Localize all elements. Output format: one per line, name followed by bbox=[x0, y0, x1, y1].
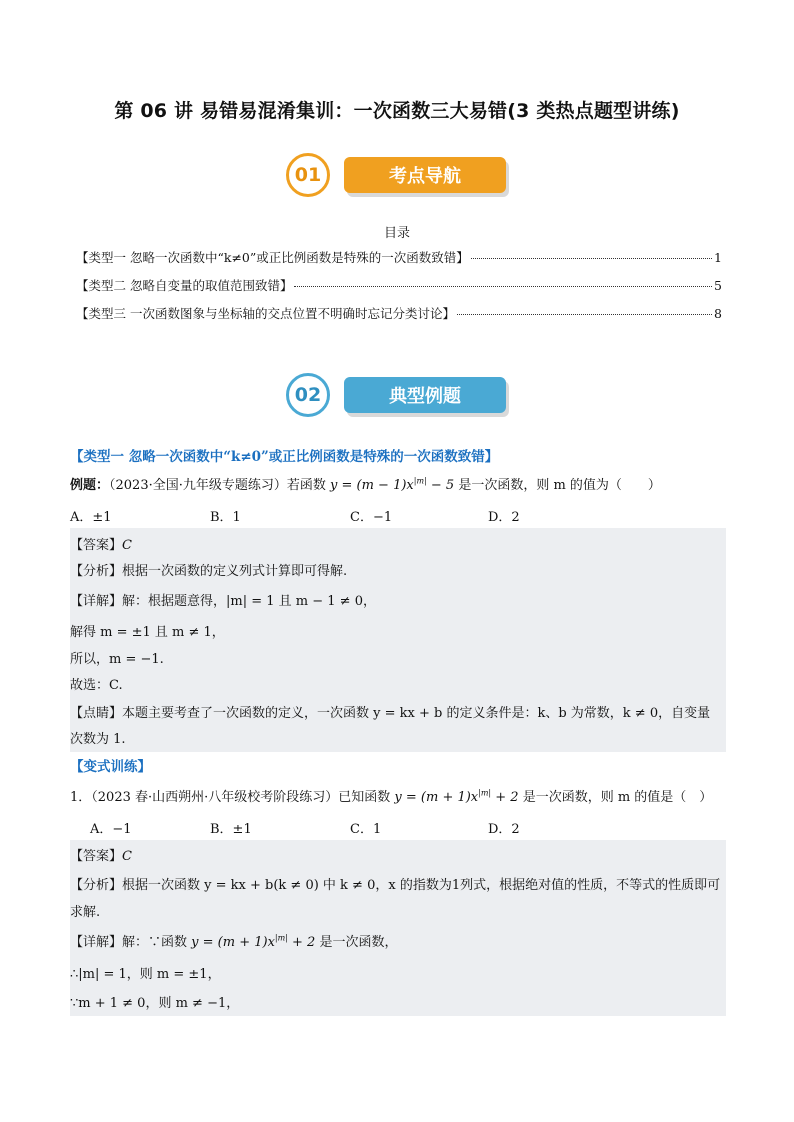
option-a: A．±1 bbox=[70, 510, 112, 525]
option-d: D．2 bbox=[488, 510, 520, 525]
practice-solution-block bbox=[70, 840, 726, 1016]
comment-line: 【点睛】本题主要考查了一次函数的定义，一次函数 y = kx + b 的定义条件是：k、b 为常数，k ≠ 0，自变量 bbox=[70, 706, 711, 721]
section-number-badge: 02 bbox=[286, 373, 330, 417]
practice-formula: $y = (m + 1)x^{|m|} + 2$ bbox=[394, 788, 519, 805]
detail-line: ∵m + 1 ≠ 0，则 m ≠ −1， bbox=[70, 996, 240, 1011]
example-question bbox=[70, 474, 726, 493]
option-a: A．−1 bbox=[90, 822, 132, 837]
toc-item-text: 【类型三 一次函数图象与坐标轴的交点位置不明确时忘记分类讨论】 bbox=[76, 306, 455, 321]
example-formula: $y = (m - 1)x^{|m|} - 5$ bbox=[330, 476, 455, 493]
toc-item-page: 8 bbox=[714, 306, 722, 321]
option-c: C．−1 bbox=[350, 510, 393, 525]
detail-line: 故选：C. bbox=[70, 678, 123, 693]
toc-leader-dots bbox=[457, 314, 712, 315]
option-c: C．1 bbox=[350, 822, 382, 837]
toc-leader-dots bbox=[471, 258, 712, 259]
toc-item[interactable] bbox=[76, 276, 722, 294]
toc-item-text: 【类型二 忽略自变量的取值范围致错】 bbox=[76, 278, 293, 293]
option-d: D．2 bbox=[488, 822, 520, 837]
document-title: 第 06 讲 易错易混淆集训：一次函数三大易错(3 类热点题型讲练) bbox=[114, 100, 680, 122]
option-b: B．1 bbox=[210, 510, 241, 525]
toc-leader-dots bbox=[294, 286, 712, 287]
detail-line: 【详解】解：∵函数 $y = (m + 1)x^{|m|} + 2$ 是一次函数， bbox=[70, 933, 398, 950]
analysis-line: 【分析】根据一次函数的定义列式计算即可得解. bbox=[70, 564, 348, 579]
toc-item-page: 1 bbox=[714, 250, 722, 265]
analysis-line: 【分析】根据一次函数 y = kx + b(k ≠ 0) 中 k ≠ 0，x 的指数为1列式，根据绝对值的性质，不等式的性质即可 bbox=[70, 878, 721, 893]
toc-item[interactable] bbox=[76, 248, 722, 266]
section-label: 典型例题 bbox=[344, 377, 506, 413]
toc-heading: 目录 bbox=[383, 226, 410, 241]
toc-item-text: 【类型一 忽略一次函数中“k≠0”或正比例函数是特殊的一次函数致错】 bbox=[76, 250, 469, 265]
section-label: 考点导航 bbox=[344, 157, 506, 193]
example-source: （2023·全国·九年级专题练习）若函数 bbox=[109, 478, 326, 493]
analysis-line: 求解. bbox=[70, 905, 101, 920]
detail-line: ∴|m| = 1，则 m = ±1， bbox=[70, 967, 221, 982]
practice-question: 1．（2023 春·山西朔州·八年级校考阶段练习）已知函数 $y = (m + 1)x^{|m|} + 2$ 是一次函数，则 m 的值是（ ） bbox=[70, 788, 713, 805]
toc-item[interactable] bbox=[76, 304, 722, 322]
practice-heading: 【变式训练】 bbox=[70, 759, 151, 775]
section-banner-examples bbox=[286, 373, 514, 419]
detail-line: 解得 m = ±1 且 m ≠ 1， bbox=[70, 625, 225, 640]
example-label: 例题： bbox=[70, 478, 110, 493]
detail-line: 所以，m = −1. bbox=[70, 652, 164, 667]
detail-line: 【详解】解：根据题意得，|m| = 1 且 m − 1 ≠ 0， bbox=[70, 594, 376, 609]
option-b: B．±1 bbox=[210, 822, 252, 837]
section-number-badge: 01 bbox=[286, 153, 330, 197]
section-banner-nav bbox=[286, 153, 514, 199]
comment-line: 次数为 1. bbox=[70, 732, 126, 747]
answer-line: 【答案】C bbox=[70, 849, 132, 864]
toc-item-page: 5 bbox=[714, 278, 722, 293]
answer-line: 【答案】C bbox=[70, 538, 132, 553]
type-heading: 【类型一 忽略一次函数中“k≠0”或正比例函数是特殊的一次函数致错】 bbox=[70, 449, 499, 465]
example-tail: 是一次函数，则 m 的值为（ ） bbox=[458, 478, 661, 493]
